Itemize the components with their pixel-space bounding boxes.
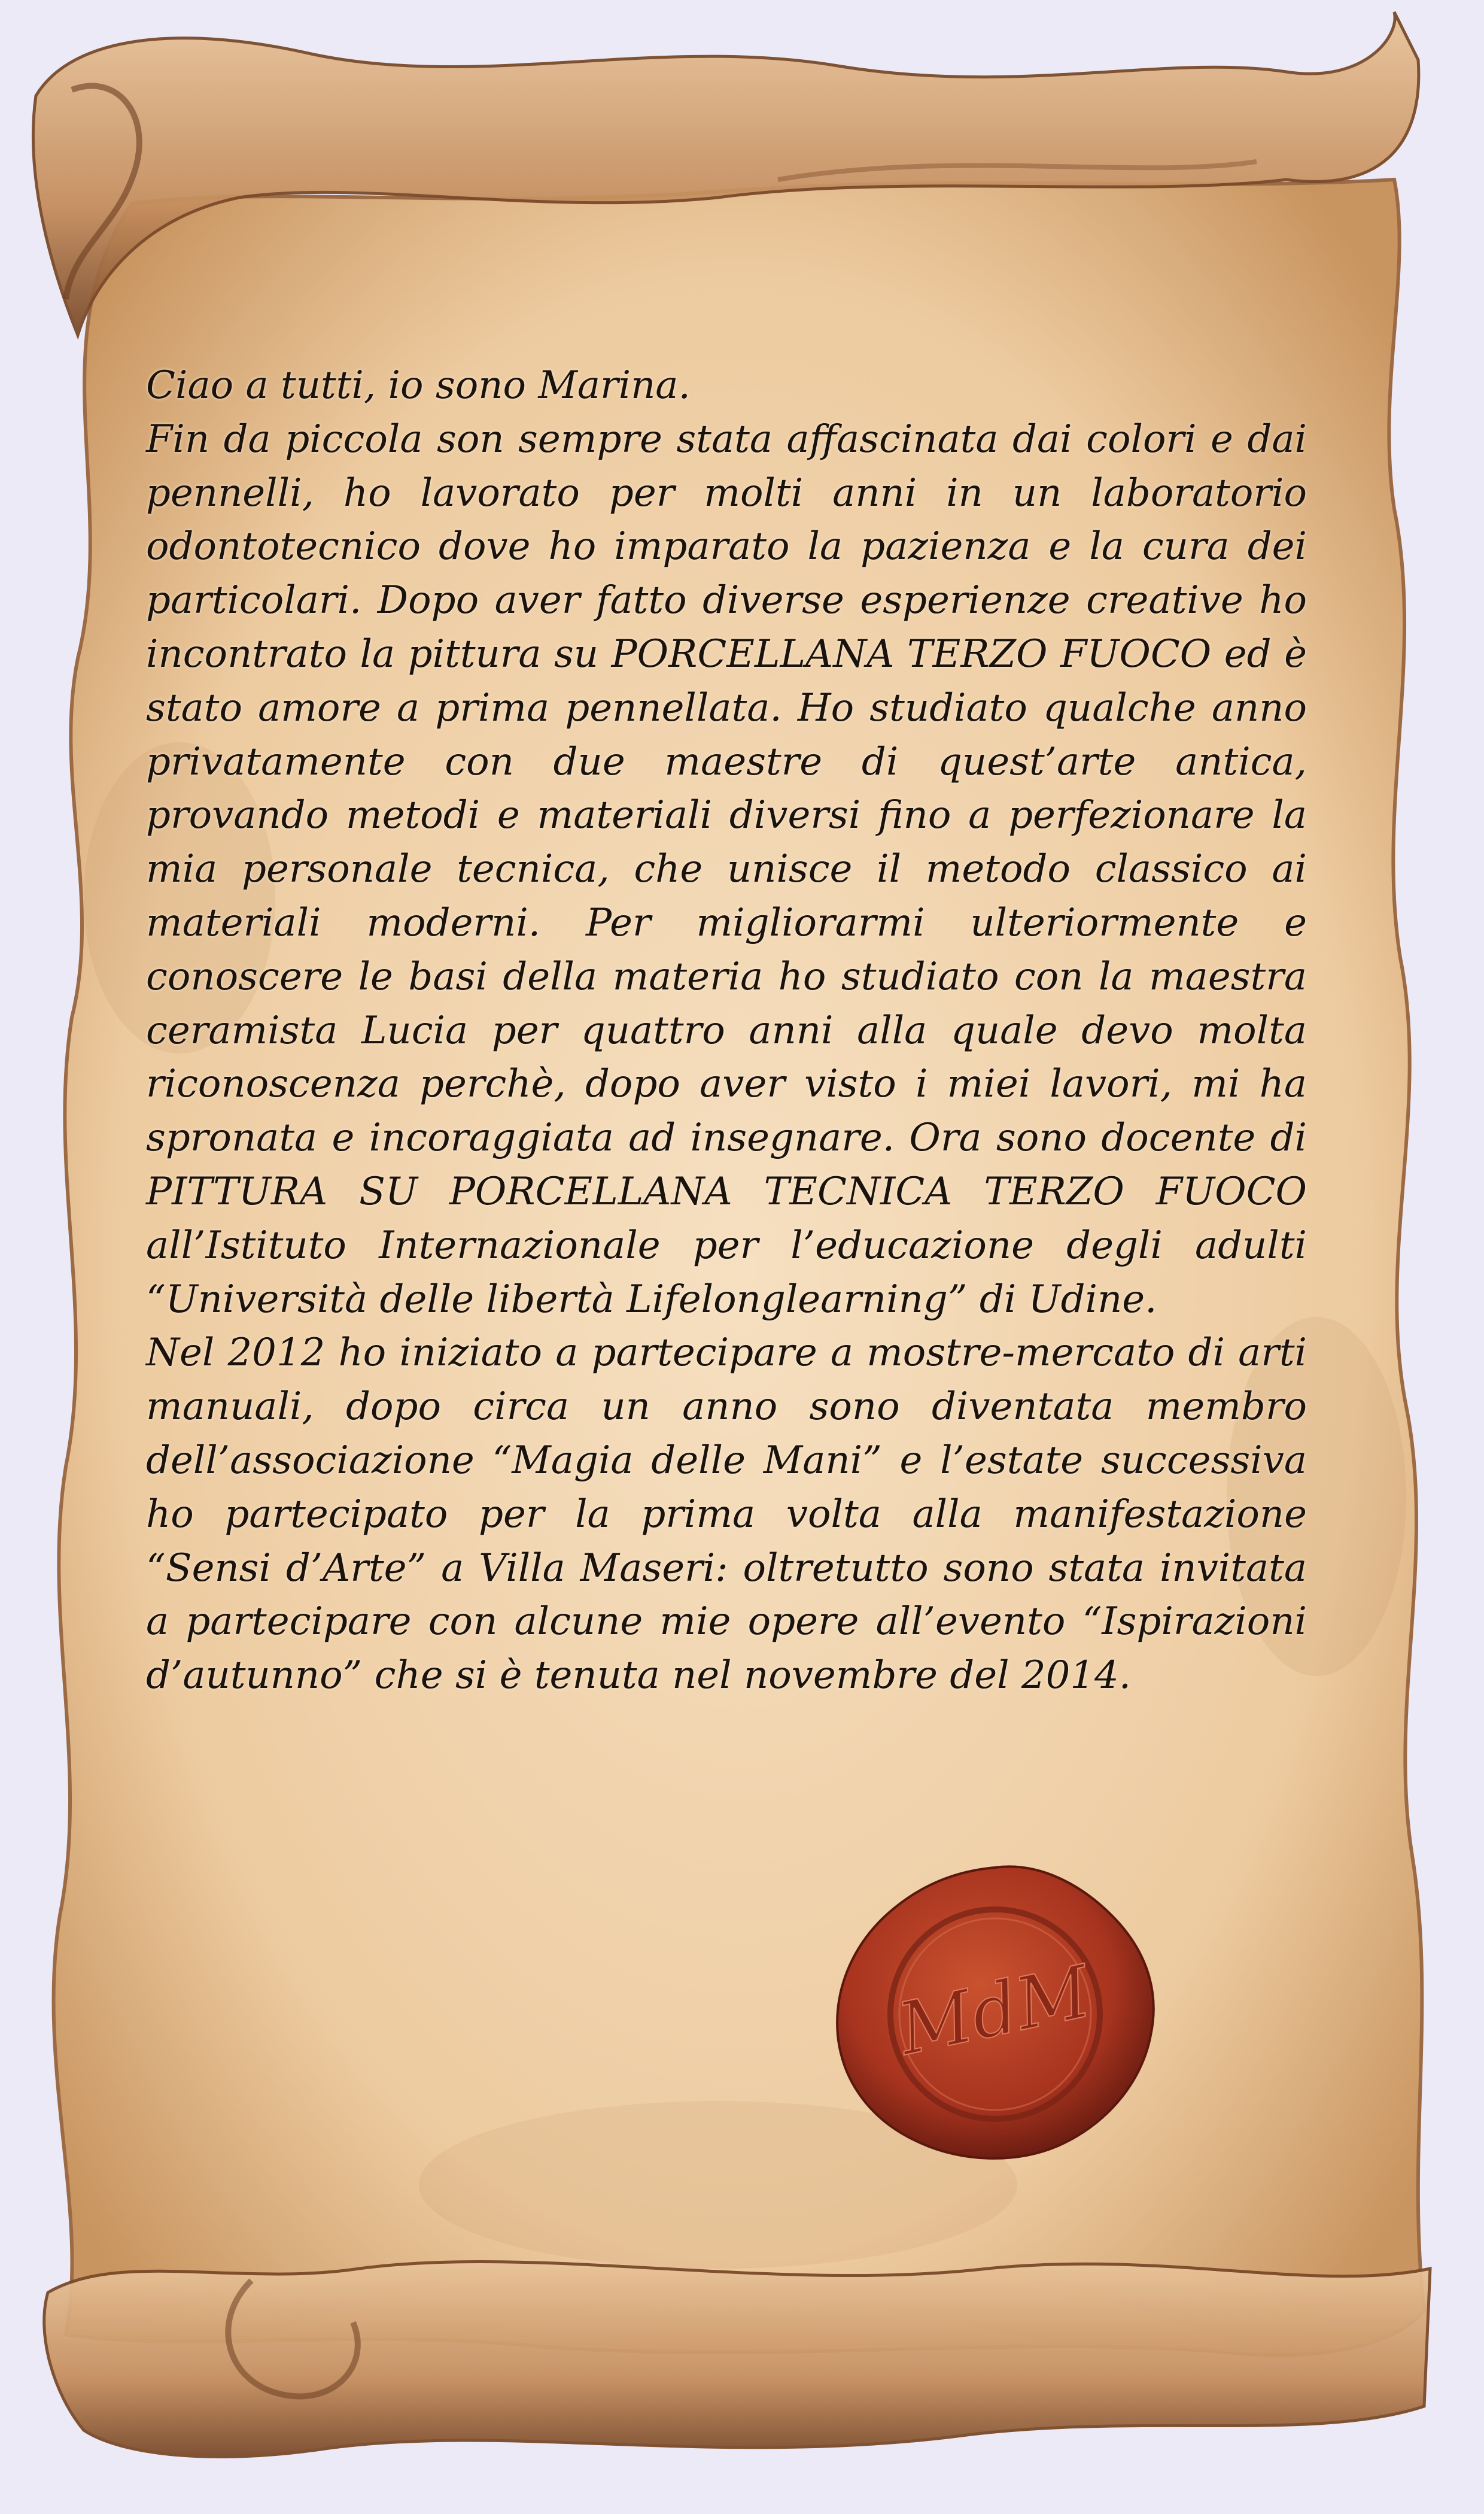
bottom-scroll-curl: [44, 2261, 1430, 2457]
letter-paragraph-greeting: Ciao a tutti, io sono Marina.: [146, 363, 691, 408]
letter-paragraph-biography: Fin da piccola son sempre stata affascinata dai colori e dai pennelli, ho lavorato per molti anni in un laboratorio odontotecnico dove ho imparato la pazienza e la cura dei particolari. Dopo aver fatto diverse esperienze creative ho incontrato la pittura su PORCELLANA TERZO FUOCO ed è stato amore a prima pennellata. Ho studiato qualche anno privatamente con due maestre di quest’arte antica, provando metodi e materiali diversi fino a perfezionare la mia personale tecnica, che unisce il metodo classico ai materiali moderni. Per migliorarmi ulteriormente e conoscere le basi della materia ho studiato con la maestra ceramista Lucia per quattro anni alla quale devo molta riconoscenza perchè, dopo aver visto i miei lavori, mi ha spronata e incoraggiata ad insegnare. Ora sono docente di PITTURA SU PORCELLANA TECNICA TERZO FUOCO all’Istituto Internazionale per l’educazione degli adulti “Università delle libertà Lifelonglearning” di Udine.: [146, 417, 1307, 1322]
wax-seal: [825, 1856, 1166, 2167]
seal-monogram: MdM: [891, 1950, 1098, 2072]
letter-paragraph-events: Nel 2012 ho iniziato a partecipare a mostre-mercato di arti manuali, dopo circa un anno sono diventata membro dell’associazione “Magia delle Mani” e l’estate successiva ho partecipato per la prima volta alla manifestazione “Sensi d’Arte” a Villa Maseri: oltretutto sono stata invitata a partecipare con alcune mie opere all’evento “Ispirazioni d’autunno” che si è tenuta nel novembre del 2014.: [146, 1331, 1307, 1698]
letter-text: [146, 359, 1307, 1703]
